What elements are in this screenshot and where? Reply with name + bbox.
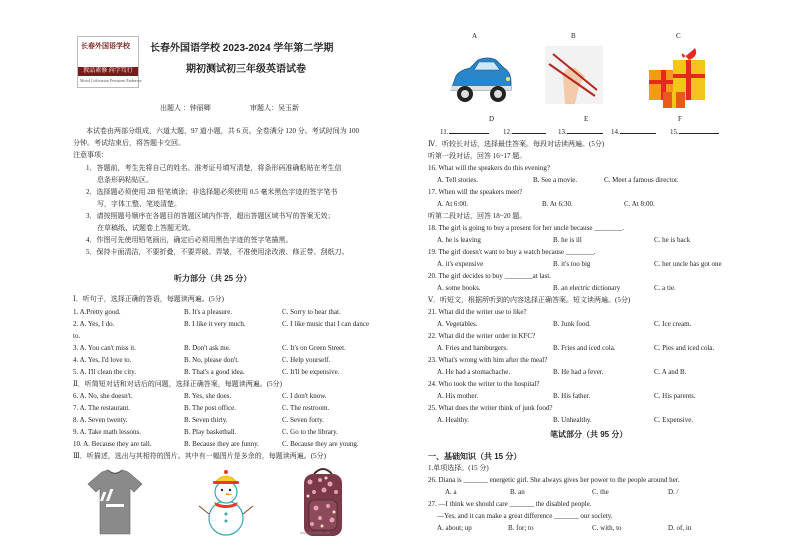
q21-b: B. Junk food. <box>553 320 591 328</box>
q18-a: A. he is leaving <box>437 236 481 244</box>
q17-b: B. At 6:30. <box>542 200 573 208</box>
q9-a: 9. A. Take math lessons. <box>73 428 142 436</box>
intro-line: 1．答题前，考生先将自己的姓名、准考证号填写清楚，将条形码准确粘贴在考生信 <box>86 164 342 172</box>
intro-line: 注意事项： <box>73 151 108 159</box>
q26-b: B. an <box>510 488 525 496</box>
intro-line: 在草稿纸、试题卷上答题无效。 <box>97 224 195 232</box>
intro-line: 5．保持卡面清洁，不要折叠，不要弄破、弄皱，不准使用涂改液、修正带、刮纸刀。 <box>86 248 349 256</box>
q24-b: B. His father. <box>553 392 591 400</box>
part1-instruction: Ⅰ．听句子，选择正确的答语，每题读两遍。(5分) <box>73 295 224 303</box>
q27: 27. —I think we should care _______ the disabled people. <box>428 500 592 508</box>
q25: 25. What does the writer think of junk food? <box>428 404 553 412</box>
q1-a: 1. A.Pretty good. <box>73 308 121 316</box>
q4-b: B. No, please don't. <box>184 356 239 364</box>
q6-b: B. Yes, she does. <box>184 392 232 400</box>
chopsticks-picture <box>545 46 603 104</box>
q24: 24. Who took the writer to the hospital? <box>428 380 540 388</box>
q27-second-line: —Yes, and it can make a great difference _______ our society. <box>437 512 613 520</box>
q26-c: C. the <box>592 488 609 496</box>
conv2-note: 听第二段对话，回答 18~20 题。 <box>428 212 527 220</box>
intro-line: 3．请按照题号顺序在各题目的答题区域内作答，超出答题区域书写的答案无效； <box>86 212 335 220</box>
intro-line: 4．作图可先使用铅笔画出，确定后必须用黑色字迹的签字笔描黑。 <box>86 236 293 244</box>
q6-c: C. I don't know. <box>282 392 327 400</box>
tshirt-picture <box>86 468 144 536</box>
q17: 17. When will the speakers meet? <box>428 188 523 196</box>
exam-title-2: 期初测试初三年级英语试卷 <box>186 64 306 75</box>
part4-instruction: Ⅳ．听较长对话，选择最佳答案。每段对话读两遍。(5分) <box>428 140 605 148</box>
q10-a: 10. A. Because they are tall. <box>73 440 152 448</box>
q25-b: B. Unhealthy. <box>553 416 592 424</box>
q26: 26. Diana is _______ energetic girl. She always gives her power to the people around her. <box>428 476 680 484</box>
blank-number: 15. <box>670 128 679 136</box>
q8-a: 8. A. Seven twenty. <box>73 416 128 424</box>
intro-line: 写，字体工整、笔迹清楚。 <box>97 200 181 208</box>
blank-11 <box>440 129 489 136</box>
q21: 21. What did the writer use to like? <box>428 308 527 316</box>
logo-motto: 敦品素修 尚学笃行 <box>78 67 138 76</box>
exam-title-1: 长春外国语学校 2023-2024 学年第二学期 <box>150 43 334 54</box>
logo-text: 长春外国语学校 <box>81 42 130 50</box>
q26-a: A. a <box>445 488 457 496</box>
blank-number: 13. <box>558 128 567 136</box>
q20-a: A. some books. <box>437 284 481 292</box>
q4-a: 4. A. Yes, I'd love to. <box>73 356 132 364</box>
blank-13 <box>558 129 603 136</box>
q9-c: C. Go to the library. <box>282 428 338 436</box>
q24-a: A. His mother. <box>437 392 479 400</box>
q4-c: C. Help yourself. <box>282 356 331 364</box>
q23-c: C. A and B. <box>654 368 687 376</box>
q1-c: C. Sorry to hear that. <box>282 308 341 316</box>
q10-c: C. Because they are young. <box>282 440 359 448</box>
q16-b: B. See a movie. <box>533 176 578 184</box>
q22-c: C. Pies and iced cola. <box>654 344 715 352</box>
blank-number: 11. <box>440 128 449 136</box>
intro-line: 2．选择题必须使用 2B 铅笔填涂；非选择题必须使用 0.5 毫米黑色字迹的签字笔书 <box>86 188 338 196</box>
q22-a: A. Fries and hamburgers. <box>437 344 508 352</box>
listening-title: 听力部分（共 25 分） <box>174 274 252 283</box>
blank-15 <box>670 129 719 136</box>
gift-boxes-picture <box>645 46 711 110</box>
intro-line: 本试卷由两部分组成，六道大题，97 道小题，共 6 页。全卷满分 120 分。考试时间为 100 <box>86 127 359 135</box>
blank-number: 12. <box>503 128 512 136</box>
q27-d: D. of, in <box>668 524 692 532</box>
q16-a: A. Tell stories. <box>437 176 478 184</box>
q10-b: B. Because they are funny. <box>184 440 259 448</box>
q8-b: B. Seven thirty. <box>184 416 228 424</box>
q3-b: B. Don't ask me. <box>184 344 231 352</box>
q5-c: C. It'll be expensive. <box>282 368 340 376</box>
basic-title: 一、基础知识（共 15 分） <box>428 452 522 461</box>
q24-c: C. His parents. <box>654 392 696 400</box>
q2-b: B. I like it very much. <box>184 320 246 328</box>
q8-c: C. Seven forty. <box>282 416 324 424</box>
q19-c: C. her uncle has got one <box>654 260 722 268</box>
q20-c: C. a tie. <box>654 284 676 292</box>
q1-b: B. It's a pleasure. <box>184 308 233 316</box>
part2-instruction: Ⅱ．听简短对话和对话后的问题，选择正确答案，每题读两遍。(5分) <box>73 380 282 388</box>
backpack-picture <box>296 466 350 540</box>
q17-a: A. At 6:00. <box>437 200 469 208</box>
q19-a: A. it's expensive <box>437 260 484 268</box>
q9-b: B. Play basketball. <box>184 428 237 436</box>
q25-a: A. Healthy. <box>437 416 470 424</box>
q25-c: C. Expensive. <box>654 416 694 424</box>
q17-c: C. At 8:00. <box>624 200 655 208</box>
pic-label-c: C <box>676 32 681 40</box>
q16: 16. What will the speakers do this evening? <box>428 164 550 172</box>
blank-12 <box>503 129 546 136</box>
pic-label-e: E <box>584 115 589 123</box>
school-logo <box>77 36 142 88</box>
written-title: 笔试部分（共 95 分） <box>550 430 628 439</box>
q7-b: B. The post office. <box>184 404 237 412</box>
q5-b: B. That's a good idea. <box>184 368 245 376</box>
q3-c: C. It's on Green Street. <box>282 344 346 352</box>
q2-cont: to. <box>73 332 81 340</box>
intro-line: 分钟。考试结束后，将答题卡交回。 <box>73 139 185 147</box>
q18-c: C. he is back <box>654 236 691 244</box>
q23: 23. What's wrong with him after the meal? <box>428 356 548 364</box>
pic-label-d: D <box>489 115 495 123</box>
q23-a: A. He had a stomachache. <box>437 368 511 376</box>
car-picture <box>448 46 514 112</box>
q23-b: B. He had a fever. <box>553 368 604 376</box>
q27-c: C. with, to <box>592 524 622 532</box>
pic-label-b: B <box>571 32 576 40</box>
q6-a: 6. A. No, she doesn't. <box>73 392 133 400</box>
reviewer: 审题人：吴玉新 <box>250 104 299 112</box>
q27-a: A. about; up <box>437 524 472 532</box>
q7-a: 7. A. The restaurant. <box>73 404 131 412</box>
q19: 19. The girl doesn't want to buy a watch because ________. <box>428 248 596 256</box>
q18: 18. The girl is going to buy a present for her uncle because ________. <box>428 224 625 232</box>
intro-line: 息条形码粘贴区。 <box>97 176 153 184</box>
choice-title: 1.单项选择。(15 分) <box>428 464 489 472</box>
q19-b: B. it's too big <box>553 260 591 268</box>
picture-watermark: www.mvaxbb.com <box>300 530 331 535</box>
setter: 出题人 ：钟丽卿 <box>160 104 211 112</box>
blank-number: 14. <box>611 128 620 136</box>
q3-a: 3. A. You can't miss it. <box>73 344 136 352</box>
q16-c: C. Meet a famous director. <box>604 176 679 184</box>
blank-14 <box>611 129 656 136</box>
q2-a: 2. A. Yes, I do. <box>73 320 115 328</box>
q2-c: C. I like music that I can dance <box>282 320 370 328</box>
q21-a: A. Vegetables. <box>437 320 478 328</box>
q5-a: 5. A. I'll clean the city. <box>73 368 137 376</box>
part3-instruction: Ⅲ．听描述，选出与其相符的图片。其中有一幅图片是多余的，每题读两遍。(5分) <box>73 452 326 460</box>
q20: 20. The girl decides to buy ________at last. <box>428 272 551 280</box>
part5-instruction: Ⅴ．听短文，根据所听到的内容选择正确答案。短文读两遍。(5分) <box>428 296 631 304</box>
logo-english: Moral Cultivation Persistent Endeavor <box>80 78 142 83</box>
q18-b: B. he is ill <box>553 236 582 244</box>
pic-label-f: F <box>678 115 682 123</box>
q22-b: B. Fries and iced cola. <box>553 344 616 352</box>
q21-c: C. Ice cream. <box>654 320 692 328</box>
snowman-picture <box>198 468 254 538</box>
pic-label-a: A <box>472 32 478 40</box>
q27-b: B. for; to <box>508 524 534 532</box>
q7-c: C. The restroom. <box>282 404 330 412</box>
q20-b: B. an electric dictionary <box>553 284 621 292</box>
q22: 22. What did the writer order in KFC? <box>428 332 536 340</box>
conv1-note: 听第一段对话，回答 16~17 题。 <box>428 152 527 160</box>
q26-d: D. / <box>668 488 679 496</box>
